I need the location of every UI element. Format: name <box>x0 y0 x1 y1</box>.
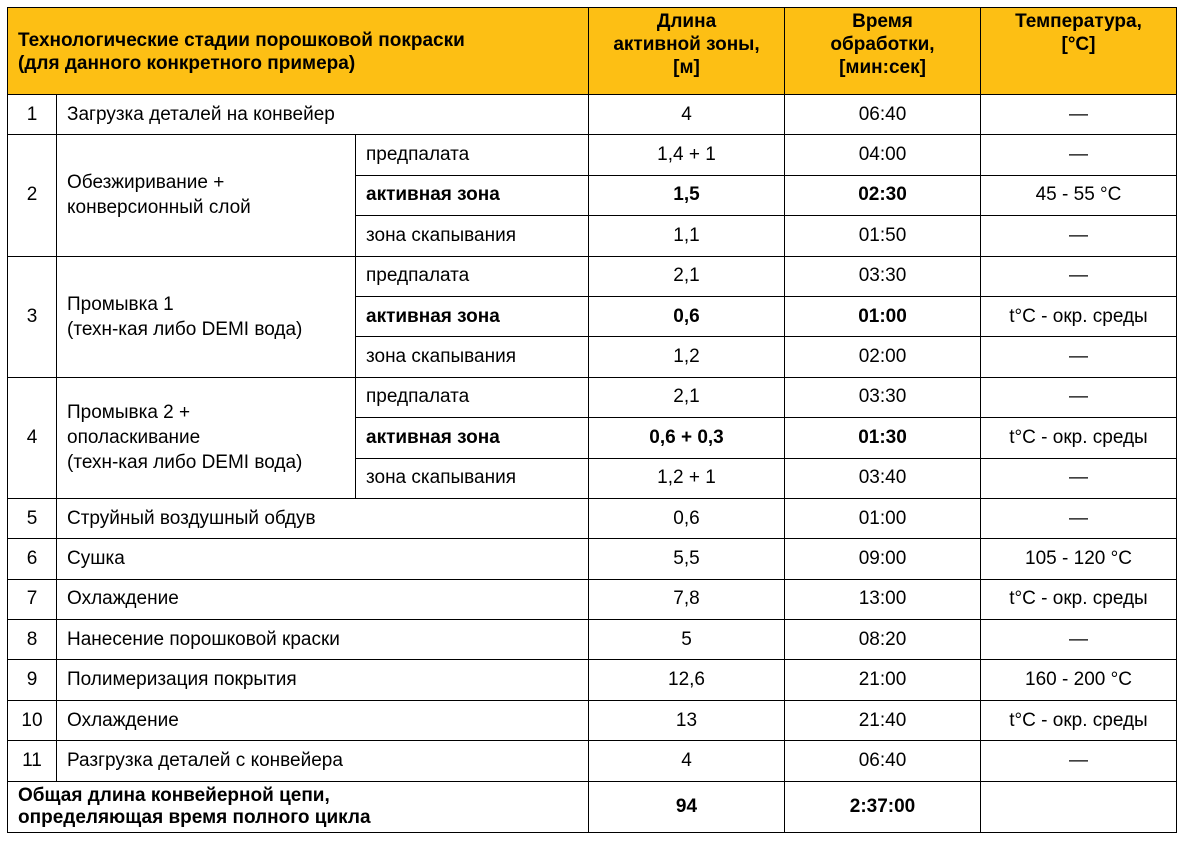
header-time-line1: Время <box>852 11 913 32</box>
table-row <box>8 377 1177 417</box>
length-cell: 2,1 <box>589 256 785 296</box>
temperature-cell: t°C - окр. среды <box>981 579 1177 619</box>
temperature-cell: — <box>981 135 1177 175</box>
row-number: 11 <box>8 741 57 781</box>
time-cell: 06:40 <box>785 95 981 135</box>
temperature-cell: — <box>981 620 1177 660</box>
length-cell: 0,6 <box>589 296 785 336</box>
stage-name: Разгрузка деталей с конвейера <box>57 741 589 781</box>
zone-name: зона скапывания <box>356 337 589 377</box>
stage-name-line1: Промывка 2 + <box>67 402 191 424</box>
time-cell: 21:00 <box>785 660 981 700</box>
header-stage-line2: (для данного конкретного примера) <box>18 53 356 74</box>
length-cell: 12,6 <box>589 660 785 700</box>
header-time-line2: обработки, <box>830 34 935 55</box>
row-number: 3 <box>8 256 57 377</box>
total-length: 94 <box>589 781 785 832</box>
row-number: 5 <box>8 498 57 538</box>
stage-name: Загрузка деталей на конвейер <box>57 95 589 135</box>
temperature-cell: t°C - окр. среды <box>981 296 1177 336</box>
stage-name-line1: Промывка 1 <box>67 293 174 315</box>
time-cell: 04:00 <box>785 135 981 175</box>
table-row <box>8 700 1177 740</box>
stage-name-line3: (техн-кая либо DEMI вода) <box>67 452 303 474</box>
table-row <box>8 579 1177 619</box>
header-temp-line2: [°C] <box>1061 34 1096 55</box>
zone-name: предпалата <box>356 377 589 417</box>
zone-name: зона скапывания <box>356 458 589 498</box>
table-row <box>8 135 1177 175</box>
header-length-line2: активной зоны, <box>613 34 760 55</box>
length-cell: 1,5 <box>589 175 785 215</box>
length-cell: 5,5 <box>589 539 785 579</box>
table-row <box>8 741 1177 781</box>
header-time-line3: [мин:сек] <box>839 57 926 78</box>
table-row <box>8 256 1177 296</box>
header-length-line3: [м] <box>673 57 700 78</box>
time-cell: 01:00 <box>785 296 981 336</box>
time-cell: 01:30 <box>785 418 981 458</box>
stage-name-line2: ополаскивание <box>67 427 201 449</box>
row-number: 10 <box>8 700 57 740</box>
temperature-cell: 160 - 200 °C <box>981 660 1177 700</box>
stage-name-line2: конверсионный слой <box>67 197 251 219</box>
header-length-line1: Длина <box>656 11 717 32</box>
stage-name-line2: (техн-кая либо DEMI вода) <box>67 318 303 340</box>
stage-name: Нанесение порошковой краски <box>57 620 589 660</box>
header-temp-line1: Температура, <box>1015 11 1142 32</box>
time-cell: 03:30 <box>785 256 981 296</box>
time-cell: 03:40 <box>785 458 981 498</box>
zone-name: предпалата <box>356 256 589 296</box>
total-label <box>8 781 589 832</box>
header-time <box>785 8 981 95</box>
stage-name: Сушка <box>57 539 589 579</box>
time-cell: 08:20 <box>785 620 981 660</box>
stage-name <box>57 256 356 377</box>
temperature-cell: — <box>981 216 1177 256</box>
total-time: 2:37:00 <box>785 781 981 832</box>
length-cell: 0,6 <box>589 498 785 538</box>
header-stage-line1: Технологические стадии порошковой покраски <box>18 30 465 51</box>
stage-name: Струйный воздушный обдув <box>57 498 589 538</box>
total-label-line1: Общая длина конвейерной цепи, <box>18 784 330 806</box>
temperature-cell: 105 - 120 °C <box>981 539 1177 579</box>
temperature-cell: — <box>981 741 1177 781</box>
time-cell: 02:30 <box>785 175 981 215</box>
stage-name: Охлаждение <box>57 700 589 740</box>
row-number: 7 <box>8 579 57 619</box>
time-cell: 02:00 <box>785 337 981 377</box>
row-number: 1 <box>8 95 57 135</box>
row-number: 4 <box>8 377 57 498</box>
total-temperature <box>981 781 1177 832</box>
time-cell: 03:30 <box>785 377 981 417</box>
zone-name-active: активная зона <box>356 296 589 336</box>
row-number: 9 <box>8 660 57 700</box>
header-temperature <box>981 8 1177 95</box>
table-row <box>8 498 1177 538</box>
time-cell: 13:00 <box>785 579 981 619</box>
table-row <box>8 95 1177 135</box>
length-cell: 13 <box>589 700 785 740</box>
row-number: 6 <box>8 539 57 579</box>
length-cell: 1,2 + 1 <box>589 458 785 498</box>
stage-name: Полимеризация покрытия <box>57 660 589 700</box>
length-cell: 1,2 <box>589 337 785 377</box>
length-cell: 5 <box>589 620 785 660</box>
length-cell: 1,1 <box>589 216 785 256</box>
length-cell: 2,1 <box>589 377 785 417</box>
time-cell: 01:50 <box>785 216 981 256</box>
temperature-cell: — <box>981 337 1177 377</box>
temperature-cell: 45 - 55 °C <box>981 175 1177 215</box>
length-cell: 4 <box>589 95 785 135</box>
temperature-cell: t°C - окр. среды <box>981 700 1177 740</box>
temperature-cell: — <box>981 458 1177 498</box>
total-label-line2: определяющая время полного цикла <box>18 806 371 828</box>
zone-name: предпалата <box>356 135 589 175</box>
stage-name: Охлаждение <box>57 579 589 619</box>
temperature-cell: — <box>981 498 1177 538</box>
time-cell: 09:00 <box>785 539 981 579</box>
temperature-cell: — <box>981 256 1177 296</box>
temperature-cell: — <box>981 377 1177 417</box>
length-cell: 0,6 + 0,3 <box>589 418 785 458</box>
stage-name <box>57 377 356 498</box>
table-row <box>8 620 1177 660</box>
time-cell: 06:40 <box>785 741 981 781</box>
powder-coating-table <box>7 7 1177 833</box>
header-length <box>589 8 785 95</box>
temperature-cell: t°C - окр. среды <box>981 418 1177 458</box>
temperature-cell: — <box>981 95 1177 135</box>
length-cell: 4 <box>589 741 785 781</box>
row-number: 2 <box>8 135 57 256</box>
time-cell: 01:00 <box>785 498 981 538</box>
stage-name <box>57 135 356 256</box>
header-stage <box>8 8 589 95</box>
header-row <box>8 8 1177 95</box>
time-cell: 21:40 <box>785 700 981 740</box>
zone-name-active: активная зона <box>356 175 589 215</box>
length-cell: 1,4 + 1 <box>589 135 785 175</box>
length-cell: 7,8 <box>589 579 785 619</box>
total-row <box>8 781 1177 832</box>
zone-name: зона скапывания <box>356 216 589 256</box>
row-number: 8 <box>8 620 57 660</box>
table-row <box>8 539 1177 579</box>
zone-name-active: активная зона <box>356 418 589 458</box>
table-row <box>8 660 1177 700</box>
stage-name-line1: Обезжиривание + <box>67 172 225 194</box>
